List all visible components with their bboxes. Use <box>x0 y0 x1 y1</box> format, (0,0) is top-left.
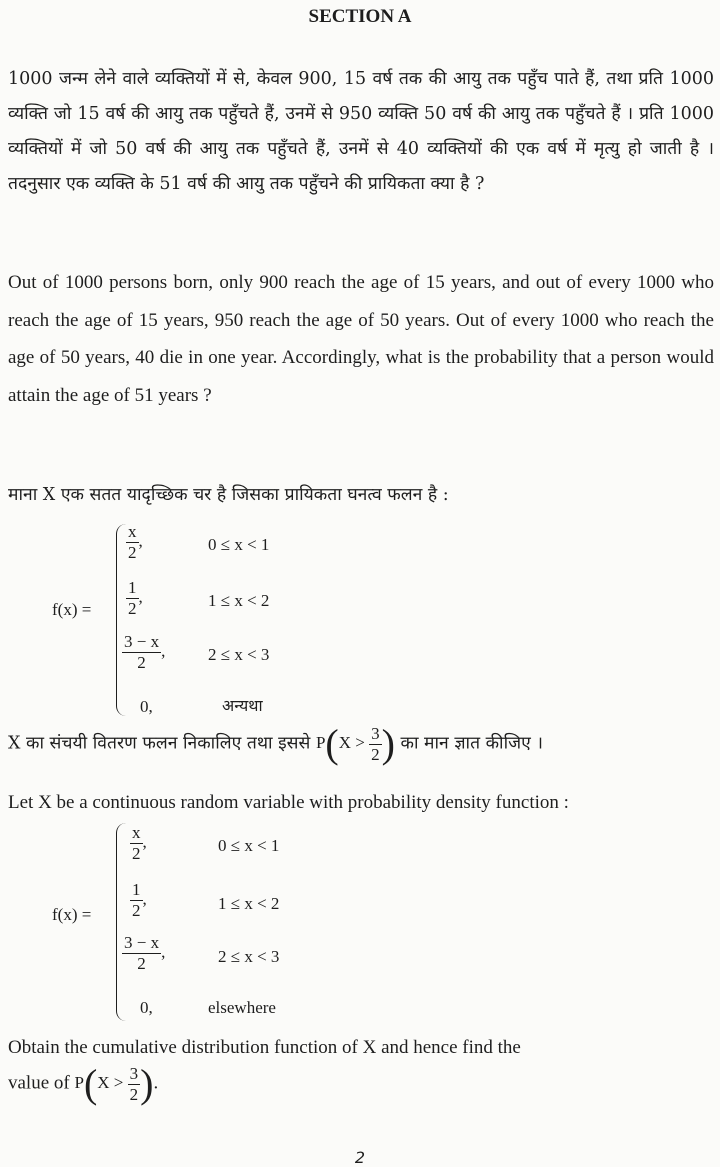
q2-english-ask-value: value of P(X > $\frac{3}{2}$ ). <box>8 1061 159 1107</box>
fx-label-english: f(x) = <box>52 905 92 924</box>
case-zero-english: 0, <box>140 998 153 1017</box>
q2-english-ask: Obtain the cumulative distribution function of X and hence find the <box>8 1037 521 1058</box>
page-number: 2 <box>354 1148 366 1167</box>
q1-hindi-text: 1000 जन्म लेने वाले व्यक्तियों में से, केवल 900, 15 वर्ष तक की आयु तक पहुँच पाते हैं, तथा प्रति 1000 व्यक्ति जो 15 वर्ष की आयु तक पहुँचते हैं, उनमें से 950 व्यक्ति 50 वर्ष की आयु तक पहुँचते हैं । प्रति 1000 व्यक्तियों में जो 50 वर्ष की आयु तक पहुँचते हैं, उनमें से 40 व्यक्तियों की एक वर्ष में मृत्यु हो जाती है । तदनुसार एक व्यक्ति के 51 वर्ष की आयु तक पहुँचने की प्रायिकता क्या है ? <box>8 69 714 194</box>
case-1-english: $\frac{x}{2}$ , <box>132 823 147 863</box>
piecewise-brace-english <box>116 823 127 1021</box>
cond-1-hindi: 0 ≤ x < 1 <box>208 535 270 554</box>
cond-2-hindi: 1 ≤ x < 2 <box>208 591 270 610</box>
fx-label-hindi: f(x) = <box>52 600 92 619</box>
section-heading: SECTION A <box>308 6 412 27</box>
cond-1-english: 0 ≤ x < 1 <box>218 836 280 855</box>
otherwise-hindi: अन्यथा <box>222 696 263 715</box>
q2-hindi-ask: X का संचयी वितरण फलन निकालिए तथा इससे P(X > $\frac{3}{2}$ ) का मान ज्ञात कीजिए । <box>8 721 543 767</box>
case-zero-hindi: 0, <box>140 697 153 716</box>
cond-2-english: 1 ≤ x < 2 <box>218 894 280 913</box>
case-2-hindi: $\frac{1}{2}$ , <box>128 578 143 618</box>
cond-3-hindi: 2 ≤ x < 3 <box>208 645 270 664</box>
case-1-hindi: $\frac{x}{2}$ , <box>128 522 143 562</box>
q1-english-text: Out of 1000 persons born, only 900 reach the age of 15 years, and out of every 1000 who reach the age of 15 years, 950 reach the age of 50 years. Out of every 1000 who reach the age of 50 years, 40 die in one year. Accordingly, what is the probability that a person would attain the age of 51 years ? <box>8 272 714 406</box>
case-3-english: $\frac{3 - x}{2}$ , <box>124 933 166 973</box>
elsewhere-english: elsewhere <box>208 998 276 1017</box>
cond-3-english: 2 ≤ x < 3 <box>218 947 280 966</box>
case-2-english: $\frac{1}{2}$ , <box>132 880 147 920</box>
case-3-hindi: $\frac{3 - x}{2}$ , <box>124 632 166 672</box>
q2-hindi-intro: माना X एक सतत यादृच्छिक चर है जिसका प्रायिकता घनत्व फलन है : <box>8 485 449 505</box>
q2-english-intro: Let X be a continuous random variable with probability density function : <box>8 792 569 813</box>
